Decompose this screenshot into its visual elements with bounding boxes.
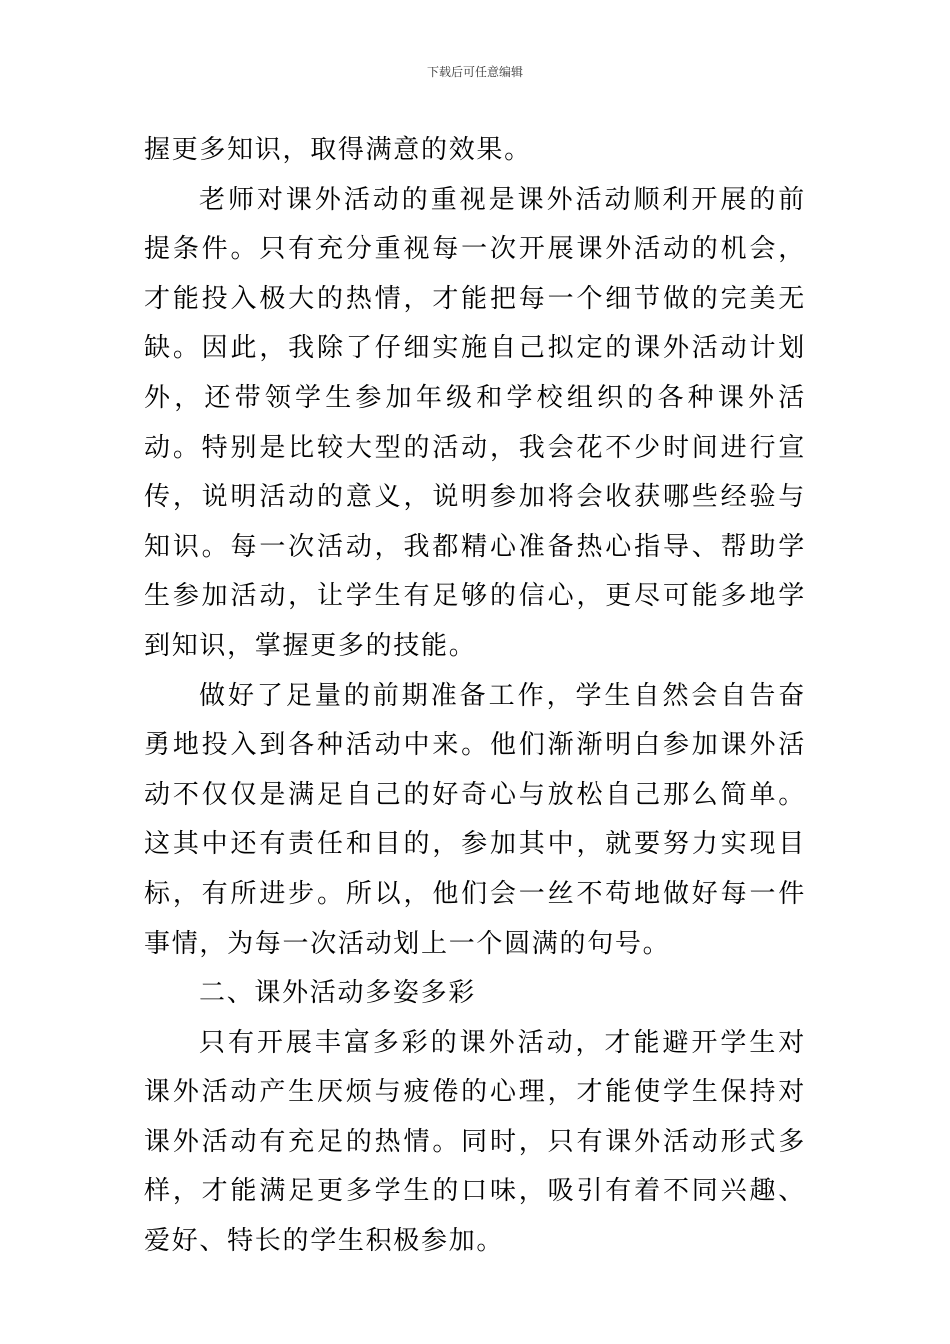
paragraph-teacher-emphasis: 老师对课外活动的重视是课外活动顺利开展的前提条件。只有充分重视每一次开展课外活动的机会，才能投入极大的热情，才能把每一个细节做的完美无缺。因此，我除了仔细实施自己拟定的课外活动计划外，还带领学生参加年级和学校组织的各种课外活动。特别是比较大型的活动，我会花不少时间进行宣传，说明活动的意义，说明参加将会收获哪些经验与知识。每一次活动，我都精心准备热心指导、帮助学生参加活动，让学生有足够的信心，更尽可能多地学到知识，掌握更多的技能。 [144, 184, 806, 661]
paragraph-student-participation: 做好了足量的前期准备工作，学生自然会自告奋勇地投入到各种活动中来。他们渐渐明白参加课外活动不仅仅是满足自己的好奇心与放松自己那么简单。这其中还有责任和目的，参加其中，就要努力实现目标，有所进步。所以，他们会一丝不苟地做好每一件事情，为每一次活动划上一个圆满的句号。 [144, 680, 806, 959]
section-heading: 二、课外活动多姿多彩 [199, 978, 477, 1009]
paragraph-diverse-activities: 只有开展丰富多彩的课外活动，才能避开学生对课外活动产生厌烦与疲倦的心理，才能使学生保持对课外活动有充足的热情。同时，只有课外活动形式多样，才能满足更多学生的口味，吸引有着不同兴趣、爱好、特长的学生积极参加。 [144, 1027, 806, 1257]
page-header: 下载后可任意编辑 [426, 65, 523, 79]
paragraph-continuation: 握更多知识，取得满意的效果。 [144, 135, 532, 165]
document-body [144, 126, 806, 1267]
